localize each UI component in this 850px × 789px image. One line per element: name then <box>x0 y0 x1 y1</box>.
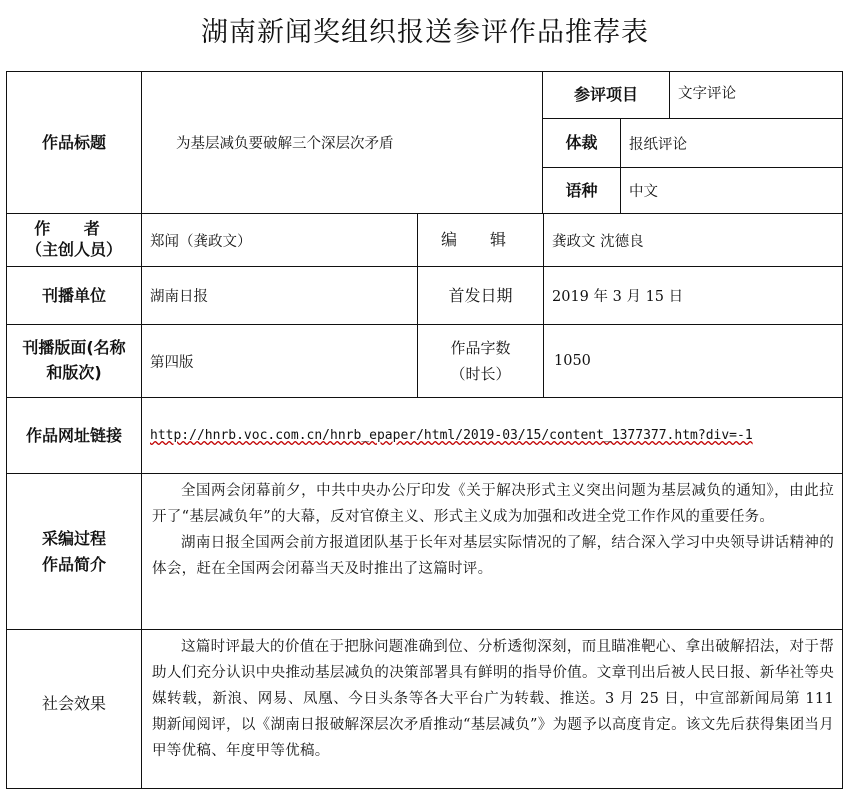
page-value-cell <box>141 324 418 398</box>
first-date-label <box>417 266 544 325</box>
first-date-label-text: 首发日期 <box>448 285 513 305</box>
work-title-value-cell <box>141 71 543 214</box>
process-label-line2: 作品简介 <box>41 554 106 574</box>
publisher-label <box>6 266 142 325</box>
word-count-value: 1050 <box>554 353 591 369</box>
genre-label <box>542 118 621 168</box>
genre-value-cell <box>620 118 843 168</box>
publisher-value: 湖南日报 <box>150 289 208 305</box>
publisher-value-cell <box>141 266 418 325</box>
effect-text-cell <box>141 629 843 789</box>
author-value: 郑闻（龚政文） <box>150 234 252 250</box>
url-label-text: 作品网址链接 <box>25 425 122 445</box>
word-count-value-cell <box>543 324 843 398</box>
author-value-cell <box>141 213 418 267</box>
editor-value: 龚政文 沈德良 <box>552 234 644 250</box>
url-label <box>6 397 142 474</box>
first-date-value: 2019 年 3 月 15 日 <box>552 289 684 305</box>
page-title: 湖南新闻奖组织报送参评作品推荐表 <box>201 17 649 48</box>
process-text-cell <box>141 473 843 630</box>
work-title-value: 为基层减负要破解三个深层次矛盾 <box>176 136 394 152</box>
language-label <box>542 167 621 214</box>
editor-value-cell <box>543 213 843 267</box>
process-paragraph-2: 湖南日报全国两会前方报道团队基于长年对基层实际情况的了解，结合深入学习中央领导讲话精神的体会，赶在全国两会闭幕当天及时推出了这篇时评。 <box>152 535 834 577</box>
process-label <box>6 473 142 630</box>
process-label-line1: 采编过程 <box>41 528 106 548</box>
language-value-cell <box>620 167 843 214</box>
process-paragraph-1: 全国两会闭幕前夕，中共中央办公厅印发《关于解决形式主义突出问题为基层减负的通知》，由此拉开了“基层减负年”的大幕，反对官僚主义、形式主义成为加强和改进全党工作作风的重要任务。 <box>152 483 834 525</box>
author-label <box>6 213 142 267</box>
word-count-label-line2: （时长） <box>450 365 511 383</box>
page-label <box>6 324 142 398</box>
page-label-line1: 刊播版面(名称 <box>22 338 126 358</box>
effect-label <box>6 629 142 789</box>
category-value-cell <box>669 71 843 119</box>
first-date-value-cell <box>543 266 843 325</box>
work-title-label <box>6 71 142 214</box>
url-value-cell <box>141 397 843 474</box>
url-link[interactable]: http://hnrb.voc.com.cn/hnrb_epaper/html/2019-03/15/content_1377377.htm?div=-1 <box>150 428 753 443</box>
work-title-label-text: 作品标题 <box>41 132 106 152</box>
language-label-text: 语种 <box>565 180 598 200</box>
author-label-line1: 作 者 <box>34 219 114 239</box>
language-value: 中文 <box>629 184 658 200</box>
genre-value: 报纸评论 <box>629 137 687 153</box>
category-label <box>542 71 670 119</box>
word-count-label-line1: 作品字数 <box>450 338 511 357</box>
effect-paragraph: 这篇时评最大的价值在于把脉问题准确到位、分析透彻深刻，而且瞄准靶心、拿出破解招法，对于帮助人们充分认识中央推动基层减负的决策部署具有鲜明的指导价值。文章刊出后被人民日报、新华社等央媒转载，新浪、网易、凤凰、今日头条等各大平台广为转载、推送。3 月 25 日，中宣部新闻局第 111 期新闻阅评，以《湖南日报破解深层次矛盾推动“基层减负”》为题予以高度肯定。该文先后获得集团当月甲等优稿、年度甲等优稿。 <box>152 639 834 759</box>
word-count-label <box>417 324 544 398</box>
editor-label-text: 编 辑 <box>440 230 521 250</box>
effect-label-text: 社会效果 <box>41 694 106 714</box>
editor-label <box>417 213 544 267</box>
publisher-label-text: 刊播单位 <box>41 285 106 305</box>
author-label-line2: （主创人员） <box>25 240 122 259</box>
genre-label-text: 体裁 <box>565 133 598 153</box>
page-value: 第四版 <box>150 354 194 371</box>
category-label-text: 参评项目 <box>573 85 638 105</box>
category-value: 文字评论 <box>678 86 736 102</box>
page-label-line2: 和版次) <box>46 363 102 382</box>
